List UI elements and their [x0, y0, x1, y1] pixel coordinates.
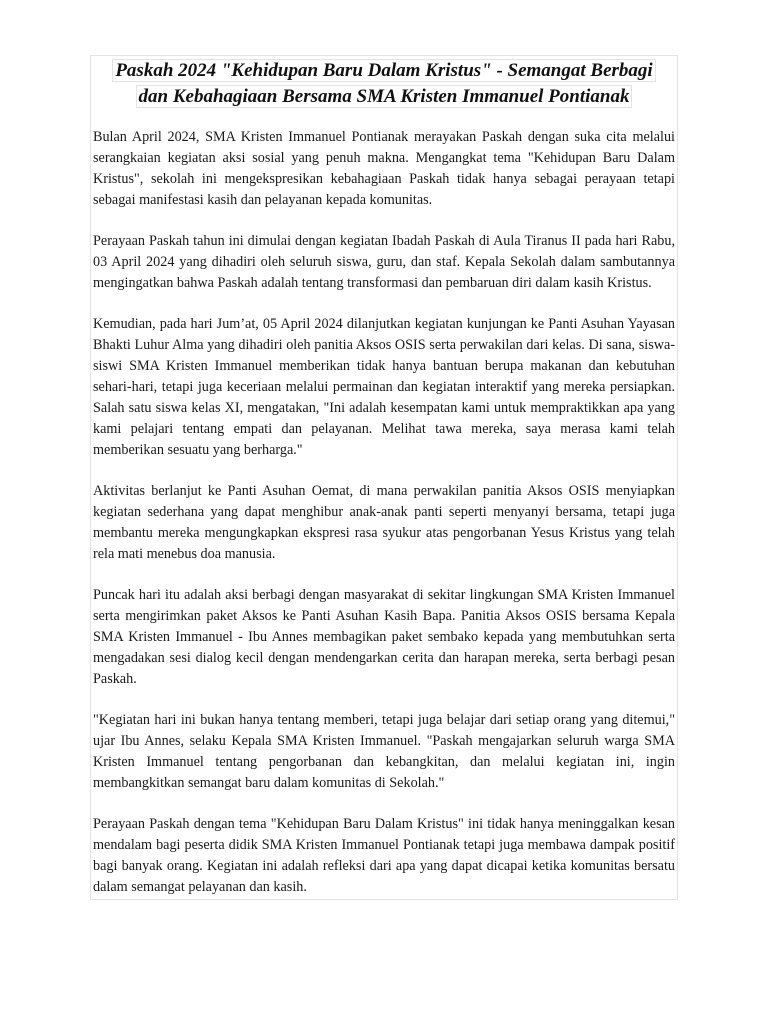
- paragraph-kutipan: "Kegiatan hari ini bukan hanya tentang memberi, tetapi juga belajar dari setiap orang yang ditemui," ujar Ibu Annes, selaku Kepala SMA Kristen Immanuel. "Paskah mengajarkan seluruh warga SMA Kristen Immanuel tentang pengorbanan dan kebangkitan, dan melalui kegiatan ini, ingin membangkitkan semangat baru dalam komunitas di Sekolah.": [93, 712, 675, 791]
- article-title: [91, 56, 677, 110]
- paragraph-aktivitas: Aktivitas berlanjut ke Panti Asuhan Oemat, di mana perwakilan panitia Aksos OSIS menyiapkan kegiatan sederhana yang dapat menghibur anak-anak panti seperti menyanyi bersama, tetapi juga membantu mereka mengungkapkan ekspresi rasa syukur atas pengorbanan Yesus Kristus yang telah rela mati menebus doa manusia.: [93, 483, 675, 562]
- paragraph-kunjungan: Kemudian, pada hari Jum’at, 05 April 2024 dilanjutkan kegiatan kunjungan ke Panti Asuhan Yayasan Bhakti Luhur Alma yang dihadiri oleh panitia Aksos OSIS serta perwakilan dari kelas. Di sana, siswa-siswi SMA Kristen Immanuel memberikan tidak hanya bantuan berupa makanan dan kebutuhan sehari-hari, tetapi juga keceriaan melalui permainan dan kegiatan interaktif yang mereka persiapkan. Salah satu siswa kelas XI, mengatakan, "Ini adalah kesempatan kami untuk mempraktikkan apa yang kami pelajari tentang empati dan pelayanan. Melihat tawa mereka, saya merasa kami telah memberikan sesuatu yang berharga.": [93, 316, 675, 458]
- document-page: [90, 55, 678, 900]
- title-line-2: [95, 84, 673, 110]
- paragraph-intro: Bulan April 2024, SMA Kristen Immanuel Pontianak merayakan Paskah dengan suka cita melalui serangkaian kegiatan aksi sosial yang penuh makna. Mengangkat tema "Kehidupan Baru Dalam Kristus", sekolah ini mengekspresikan kebahagiaan Paskah tidak hanya sebagai perayaan tetapi sebagai manifestasi kasih dan pelayanan kepada komunitas.: [93, 129, 675, 208]
- paragraph-ibadah: Perayaan Paskah tahun ini dimulai dengan kegiatan Ibadah Paskah di Aula Tiranus II pada hari Rabu, 03 April 2024 yang dihadiri oleh seluruh siswa, guru, dan staf. Kepala Sekolah dalam sambutannya mengingatkan bahwa Paskah adalah tentang transformasi dan pembaruan diri dalam kasih Kristus.: [93, 233, 675, 291]
- paragraph-penutup: Perayaan Paskah dengan tema "Kehidupan Baru Dalam Kristus" ini tidak hanya meninggalkan kesan mendalam bagi peserta didik SMA Kristen Immanuel Pontianak tetapi juga membawa dampak positif bagi banyak orang. Kegiatan ini adalah refleksi dari apa yang dapat dicapai ketika komunitas bersatu dalam semangat pelayanan dan kasih.: [93, 816, 675, 895]
- title-line-1: [95, 58, 673, 84]
- paragraph-puncak: Puncak hari itu adalah aksi berbagi dengan masyarakat di sekitar lingkungan SMA Kristen Immanuel serta mengirimkan paket Aksos ke Panti Asuhan Kasih Bapa. Panitia Aksos OSIS bersama Kepala SMA Kristen Immanuel - Ibu Annes membagikan paket sembako kepada yang membutuhkan serta mengadakan sesi dialog kecil dengan mendengarkan cerita dan harapan mereka, serta berbagi pesan Paskah.: [93, 587, 675, 687]
- article-body: [91, 110, 677, 898]
- title-line-2-text: dan Kebahagiaan Bersama SMA Kristen Immanuel Pontianak: [136, 85, 633, 108]
- title-line-1-text: Paskah 2024 "Kehidupan Baru Dalam Kristus" - Semangat Berbagi: [112, 59, 655, 82]
